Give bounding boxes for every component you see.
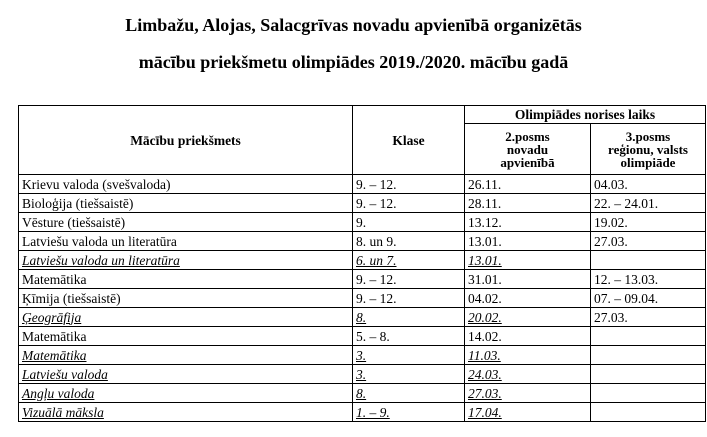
- cell-grade: 9. – 12.: [353, 194, 465, 213]
- header-stage2-line: novadu: [506, 141, 549, 157]
- cell-subject: Angļu valoda: [19, 384, 353, 403]
- header-stage3-line: 3.posms: [625, 128, 671, 144]
- table-row: [19, 270, 706, 289]
- table-row: [19, 213, 706, 232]
- cell-stage2: 11.03.: [465, 346, 591, 365]
- cell-subject: Latviešu valoda un literatūra: [19, 232, 353, 251]
- cell-grade: 9.: [353, 213, 465, 232]
- cell-subject: Ķīmija (tiešsaistē): [19, 289, 353, 308]
- table-row: [19, 308, 706, 327]
- cell-stage3: 22. – 24.01.: [591, 194, 706, 213]
- cell-subject: Vēsture (tiešsaistē): [19, 213, 353, 232]
- cell-grade: 8. un 9.: [353, 232, 465, 251]
- table-row: [19, 346, 706, 365]
- table-row: [19, 289, 706, 308]
- cell-subject: Matemātika: [19, 327, 353, 346]
- cell-stage2: 20.02.: [465, 308, 591, 327]
- cell-subject: Bioloģija (tiešsaistē): [19, 194, 353, 213]
- header-stage3-line: reģionu, valsts: [608, 141, 688, 157]
- cell-grade: 9. – 12.: [353, 270, 465, 289]
- table-body: [19, 175, 706, 422]
- cell-subject: Latviešu valoda: [19, 365, 353, 384]
- cell-grade: 8.: [353, 384, 465, 403]
- header-stage2-line: 2.posms: [505, 128, 550, 144]
- cell-stage2: 13.12.: [465, 213, 591, 232]
- cell-stage3: [591, 327, 706, 346]
- cell-subject: Matemātika: [19, 270, 353, 289]
- cell-grade: 3.: [353, 365, 465, 384]
- cell-stage3: [591, 384, 706, 403]
- cell-grade: 9. – 12.: [353, 175, 465, 194]
- table-row: [19, 175, 706, 194]
- cell-stage3: [591, 365, 706, 384]
- cell-subject: Latviešu valoda un literatūra: [19, 251, 353, 270]
- cell-subject: Vizuālā māksla: [19, 403, 353, 422]
- cell-subject: Ģeogrāfija: [19, 308, 353, 327]
- page-title-line2: mācību priekšmetu olimpiādes 2019./2020. mācību gadā: [138, 52, 569, 72]
- header-stage2: [465, 124, 591, 175]
- cell-grade: 8.: [353, 308, 465, 327]
- table-row: [19, 327, 706, 346]
- cell-stage2: 17.04.: [465, 403, 591, 422]
- cell-stage2: 27.03.: [465, 384, 591, 403]
- header-stage3: [591, 124, 706, 175]
- header-stage3-line: olimpiāde: [620, 154, 676, 170]
- table-row: [19, 251, 706, 270]
- cell-stage3: [591, 346, 706, 365]
- cell-stage2: 24.03.: [465, 365, 591, 384]
- cell-stage3: 27.03.: [591, 232, 706, 251]
- cell-stage3: 19.02.: [591, 213, 706, 232]
- cell-grade: 5. – 8.: [353, 327, 465, 346]
- cell-stage2: 04.02.: [465, 289, 591, 308]
- cell-stage3: 12. – 13.03.: [591, 270, 706, 289]
- cell-stage2: 31.01.: [465, 270, 591, 289]
- cell-stage2: 13.01.: [465, 251, 591, 270]
- table-row: [19, 403, 706, 422]
- cell-stage2: 14.02.: [465, 327, 591, 346]
- olympiad-schedule-table: [18, 105, 706, 422]
- cell-grade: 1. – 9.: [353, 403, 465, 422]
- cell-grade: 9. – 12.: [353, 289, 465, 308]
- cell-stage3: 07. – 09.04.: [591, 289, 706, 308]
- header-subject: Mācību priekšmets: [19, 106, 353, 175]
- table-row: [19, 365, 706, 384]
- cell-stage3: [591, 403, 706, 422]
- cell-stage3: 27.03.: [591, 308, 706, 327]
- cell-stage2: 28.11.: [465, 194, 591, 213]
- header-stage2-line: apvienībā: [500, 154, 555, 170]
- cell-grade: 3.: [353, 346, 465, 365]
- cell-subject: Krievu valoda (svešvaloda): [19, 175, 353, 194]
- cell-grade: 6. un 7.: [353, 251, 465, 270]
- header-timing: Olimpiādes norises laiks: [465, 106, 706, 124]
- table-row: [19, 384, 706, 403]
- page-title-line1: Limbažu, Alojas, Salacgrīvas novadu apvienībā organizētās: [125, 15, 582, 35]
- cell-subject: Matemātika: [19, 346, 353, 365]
- cell-stage3: [591, 251, 706, 270]
- cell-stage2: 26.11.: [465, 175, 591, 194]
- table-row: [19, 194, 706, 213]
- cell-stage2: 13.01.: [465, 232, 591, 251]
- table-row: [19, 232, 706, 251]
- cell-stage3: 04.03.: [591, 175, 706, 194]
- header-grade: Klase: [353, 106, 465, 175]
